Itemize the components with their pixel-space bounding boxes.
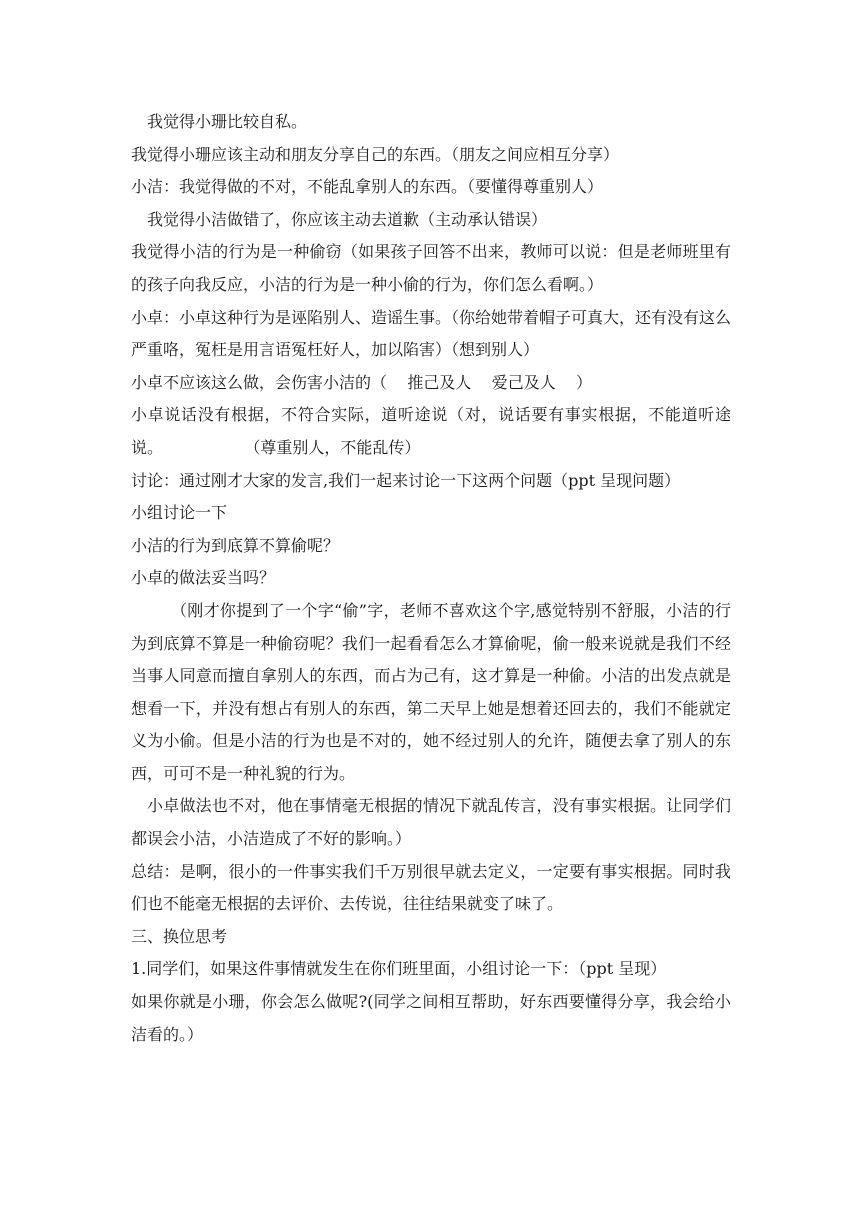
- paragraph: 1.同学们，如果这件事情就发生在你们班里面，小组讨论一下：（ppt 呈现）: [131, 959, 667, 979]
- paragraph: 小组讨论一下: [131, 503, 228, 523]
- paragraph: 小卓的做法妥当吗？: [131, 568, 276, 588]
- paragraph: 我觉得小珊比较自私。: [147, 112, 308, 131]
- paragraph: 总结：是啊，很小的一件事实我们千万别很早就去定义，一定要有事实根据。同时我们也不能毫无根据的去评价、去传说，往往结果就变了味了。: [131, 861, 731, 914]
- paragraph: 小卓做法也不对，他在事情毫无根据的情况下就乱传言，没有事实根据。让同学们都误会小洁，小洁造成了不好的影响。）: [131, 796, 731, 849]
- paragraph: 小卓不应该这么做，会伤害小洁的（ 推己及人 爱己及人 ）: [131, 372, 593, 392]
- paragraph: 小洁：我觉得做的不对，不能乱拿别人的东西。（要懂得尊重别人）: [131, 177, 604, 197]
- paragraph: 我觉得小洁的行为是一种偷窃（如果孩子回答不出来，教师可以说：但是老师班里有的孩子向我反应，小洁的行为是一种小偷的行为，你们怎么看啊。）: [131, 242, 731, 294]
- paragraph: （刚才你提到了一个字“偷”字，老师不喜欢这个字,感觉特别不舒服，小洁的行为到底算不算是一种偷窃呢？我们一起看看怎么才算偷呢，偷一般来说就是我们不经当事人同意而擅自拿别人的东西，而占为己有，这才算是一种偷。小洁的出发点就是想看一下，并没有想占有别人的东西，第二天早上她是想着还回去的，我们不能就定义为小偷。但是小洁的行为也是不对的，她不经过别人的允许，随便去拿了别人的东西，可可不是一种礼貌的行为。: [131, 600, 731, 783]
- paragraph: 我觉得小珊应该主动和朋友分享自己的东西。（朋友之间应相互分享）: [131, 144, 620, 164]
- document-body: [131, 106, 731, 1051]
- paragraph: 小卓：小卓这种行为是诬陷别人、造谣生事。（你给她带着帽子可真大，还有没有这么严重咯，冤枉是用言语冤枉好人，加以陷害）（想到别人）: [131, 307, 732, 360]
- paragraph: 小洁的行为到底算不算偷呢？: [131, 535, 340, 555]
- section-heading: 三、换位思考: [131, 926, 228, 946]
- paragraph: 小卓说话没有根据，不符合实际，道听途说（对，说话要有事实根据，不能道听途说。 （尊重别人，不能乱传）: [131, 405, 731, 457]
- paragraph: 讨论：通过刚才大家的发言,我们一起来讨论一下这两个问题（ppt 呈现问题）: [131, 470, 681, 490]
- paragraph: 如果你就是小珊，你会怎么做呢?(同学之间相互帮助，好东西要懂得分享，我会给小洁看的。）: [131, 992, 731, 1044]
- paragraph: 我觉得小洁做错了，你应该主动去道歉（主动承认错误）: [147, 209, 548, 229]
